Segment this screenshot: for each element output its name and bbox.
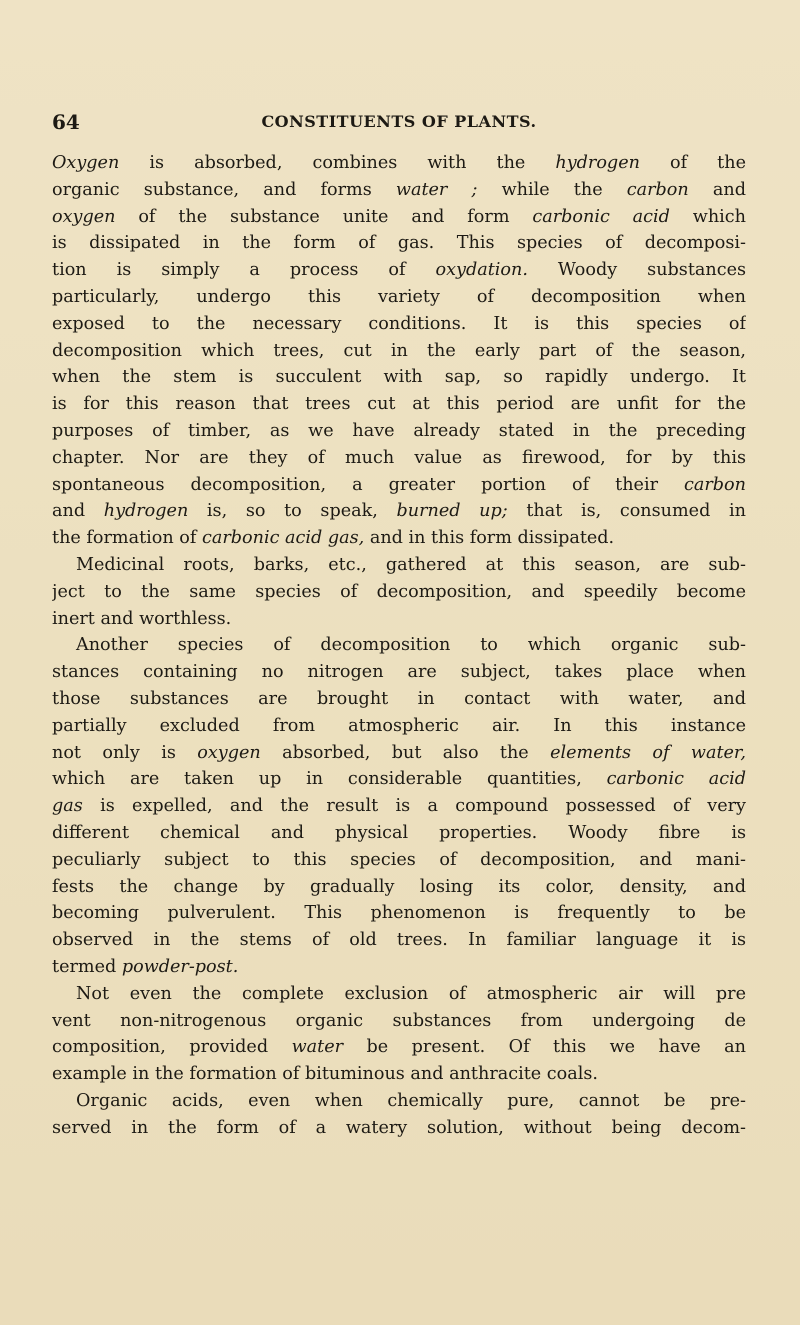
text-line <box>52 632 746 659</box>
text-line <box>52 820 746 847</box>
text-line <box>52 1034 746 1061</box>
text-run: observed in the stems of old trees. In familiar language it is <box>52 930 746 951</box>
text-run: when the stem is succulent with sap, so rapidly undergo. It <box>52 367 746 388</box>
text-line <box>52 713 746 740</box>
text-line <box>52 338 746 365</box>
text-run: the formation of <box>52 528 203 549</box>
text-line <box>52 1061 746 1088</box>
italic-term: Oxygen <box>52 153 120 173</box>
text-run: becoming pulverulent. This phenomenon is frequently to be <box>52 903 746 924</box>
italic-term: hydrogen <box>103 501 189 522</box>
text-line <box>52 766 746 793</box>
text-run: which <box>669 206 746 227</box>
text-line <box>52 981 746 1008</box>
italic-term: oxygen <box>197 742 261 763</box>
text-run: and <box>52 501 104 522</box>
italic-term: carbonic acid gas, <box>202 528 365 549</box>
text-line <box>52 204 746 231</box>
text-line <box>52 552 746 579</box>
text-run: fests the change by gradually losing its color, density, and <box>52 876 746 897</box>
text-run: is dissipated in the form of gas. This species of decomposi- <box>52 233 746 254</box>
text-line <box>52 900 746 927</box>
text-run: decomposition which trees, cut in the early part of the season, <box>52 340 746 361</box>
text-run: absorbed, but also the <box>260 742 551 763</box>
italic-term: burned up; <box>396 501 508 522</box>
text-line <box>52 498 746 525</box>
italic-term: powder-post. <box>121 956 239 977</box>
text-line <box>52 793 746 820</box>
text-run: purposes of timber, as we have already stated in the preceding <box>52 420 746 441</box>
page-number: 64 <box>52 110 80 134</box>
text-line <box>52 311 746 338</box>
text-run: termed <box>52 956 122 977</box>
text-run: which are taken up in considerable quantities, <box>52 769 607 790</box>
text-run: is expelled, and the result is a compound possessed of very <box>82 796 746 817</box>
text-run: spontaneous decomposition, a greater portion of their <box>52 474 685 495</box>
text-run: and <box>688 179 746 200</box>
text-line <box>52 177 746 204</box>
text-run: Organic acids, even when chemically pure, cannot be pre- <box>76 1090 746 1111</box>
text-run: partially excluded from atmospheric air. In this instance <box>52 715 746 736</box>
text-line <box>52 740 746 767</box>
text-run: chapter. Nor are they of much value as firewood, for by this <box>52 447 746 468</box>
page-header <box>52 110 746 138</box>
text-run: example in the formation of bituminous and anthracite coals. <box>52 1064 598 1085</box>
text-run: exposed to the necessary conditions. It is this species of <box>52 313 746 334</box>
italic-term: carbonic acid <box>606 769 746 790</box>
text-run: peculiarly subject to this species of decomposition, and mani- <box>52 849 746 870</box>
text-run: not only is <box>52 742 198 763</box>
text-run: Medicinal roots, barks, etc., gathered at this season, are sub- <box>76 554 746 575</box>
text-run: and in this form dissipated. <box>364 528 615 549</box>
text-line <box>52 1088 746 1115</box>
text-run: is absorbed, combines with the <box>119 153 556 173</box>
text-run: Woody substances <box>527 260 746 281</box>
text-line <box>52 257 746 284</box>
text-run: Another species of decomposition to which organic sub- <box>76 635 746 656</box>
text-run: those substances are brought in contact with water, and <box>52 688 746 709</box>
italic-term: hydrogen <box>555 153 640 173</box>
text-line <box>52 472 746 499</box>
italic-term: water <box>291 1037 344 1058</box>
italic-term: carbonic acid <box>532 206 670 227</box>
text-run: stances containing no nitrogen are subject, takes place when <box>52 662 746 683</box>
text-line <box>52 847 746 874</box>
text-run: Not even the complete exclusion of atmospheric air will pre <box>76 983 746 1004</box>
text-run: inert and worthless. <box>52 608 232 629</box>
text-run: organic substance, and forms <box>52 179 396 200</box>
text-line <box>52 230 746 257</box>
text-run: while the <box>477 179 627 200</box>
text-line <box>52 1008 746 1035</box>
text-line <box>52 579 746 606</box>
italic-term: elements of water, <box>550 742 746 763</box>
text-line <box>52 418 746 445</box>
text-line <box>52 606 746 633</box>
text-line <box>52 445 746 472</box>
running-head: CONSTITUENTS OF PLANTS. <box>261 112 537 131</box>
text-run: is for this reason that trees cut at this period are unfit for the <box>52 394 746 415</box>
text-line <box>52 954 746 981</box>
italic-term: water ; <box>395 179 478 200</box>
text-run: is, so to speak, <box>188 501 397 522</box>
italic-term: gas <box>52 796 83 817</box>
italic-term: carbon <box>684 474 746 495</box>
text-line <box>52 1115 746 1142</box>
text-line <box>52 364 746 391</box>
text-line <box>52 874 746 901</box>
text-line <box>52 927 746 954</box>
text-run: that is, consumed in <box>507 501 746 522</box>
italic-term: oxydation. <box>435 260 528 281</box>
text-run: composition, provided <box>52 1037 292 1058</box>
text-run: be present. Of this we have an <box>343 1037 746 1058</box>
text-run: of the substance unite and form <box>115 206 533 227</box>
text-line <box>52 686 746 713</box>
text-run: served in the form of a watery solution, without being decom- <box>52 1117 746 1138</box>
italic-term: oxygen <box>52 206 116 227</box>
text-line <box>52 525 746 552</box>
text-run: of the <box>639 153 746 173</box>
text-line <box>52 659 746 686</box>
italic-term: carbon <box>626 179 689 200</box>
text-line <box>52 284 746 311</box>
text-run: ject to the same species of decomposition, and speedily become <box>52 581 746 602</box>
text-run: vent non-nitrogenous organic substances from undergoing de <box>52 1010 746 1031</box>
text-run: tion is simply a process of <box>52 260 436 281</box>
text-run: particularly, undergo this variety of decomposition when <box>52 286 746 307</box>
text-line <box>52 391 746 418</box>
text-run: different chemical and physical properties. Woody fibre is <box>52 822 746 843</box>
text-line <box>52 150 746 177</box>
body-text <box>52 150 746 1141</box>
